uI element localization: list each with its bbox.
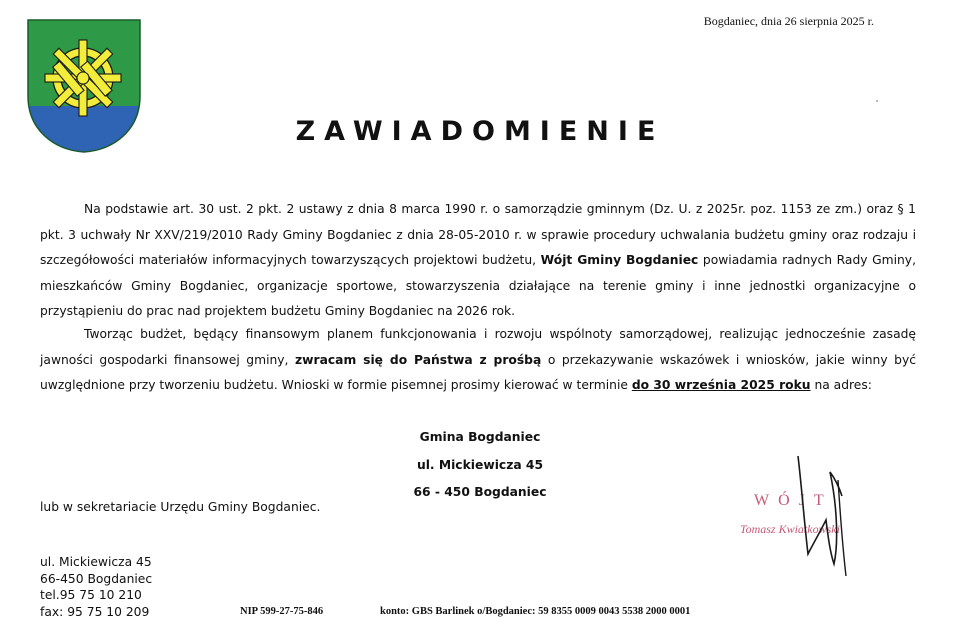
paragraph-1-text: Na podstawie art. 30 ust. 2 pkt. 2 ustawy z dnia 8 marca 1990 r. o samorządzie gminnym (Dz. U. z 2025r. poz. 1153 ze zm.) oraz § 1 pkt. 3 uchwały Nr XXV/219/2010 Rady Gminy Bogdaniec z dnia 28-05-2010 r. w sprawie procedury uchwalania budżetu gminy oraz rodzaju i szczegółowości materiałów informacyjnych towarzyszących projektowi budżetu, [40,202,916,268]
footer-contact [40,554,152,620]
paragraph-2-text-end: na adres: [814,378,872,393]
stamp-title: WÓJT [754,492,833,509]
paragraph-2-bold: zwracam się do Państwa z prośbą [294,352,542,367]
document-title: ZAWIADOMIENIE [295,116,665,147]
scan-speck [876,100,878,102]
paragraph-2-text: Tworząc budżet, będący finansowym planem funkcjonowania i rozwoju wspólnoty samorządowej, realizując jednocześnie zasadę jawności gospodarki finansowej gminy, [40,327,916,367]
stamp-name: Tomasz Kwiatkowski [740,522,840,536]
signature-icon [768,450,878,590]
office-note: lub w sekretariacie Urzędu Gminy Bogdaniec. [40,500,321,514]
address-line-1: Gmina Bogdaniec [419,430,541,444]
paragraph-1-text-end: powiadamia radnych Rady Gminy, mieszkańców Gminy Bogdaniec, organizacje sportowe, stowarzyszenia działające na terenie gminy i inne jednostki organizacyjne o przystąpieniu do prac nad projektem budżetu Gminy Bogdaniec na 2026 rok. [40,253,916,319]
paragraph-1-bold: Wójt Gminy Bogdaniec [540,253,699,268]
address-line-2: ul. Mickiewicza 45 [416,457,544,472]
footer-fax: fax: 95 75 10 209 [40,604,150,619]
address-line-3: 66 - 450 Bogdaniec [413,485,547,499]
paragraph-request [40,322,916,399]
document-date: Bogdaniec, dnia 26 sierpnia 2025 r. [703,14,874,28]
footer-street: ul. Mickiewicza 45 [40,555,152,569]
paragraph-2-text-mid: o przekazywanie wskazówek i wniosków, jakie winny być uwzględnione przy tworzeniu budżetu. Wnioski w formie pisemnej prosimy kierować w terminie [40,352,916,393]
paragraph-legal-basis [40,197,916,325]
footer-nip: NIP 599-27-75-846 [240,606,324,617]
deadline-text: do 30 września 2025 roku [631,378,811,393]
footer-bank-account: konto: GBS Barlinek o/Bogdaniec: 59 8355 0009 0043 5538 2000 0001 [380,606,691,617]
footer-postal: 66-450 Bogdaniec [40,571,153,586]
footer-tel: tel.95 75 10 210 [40,588,142,602]
